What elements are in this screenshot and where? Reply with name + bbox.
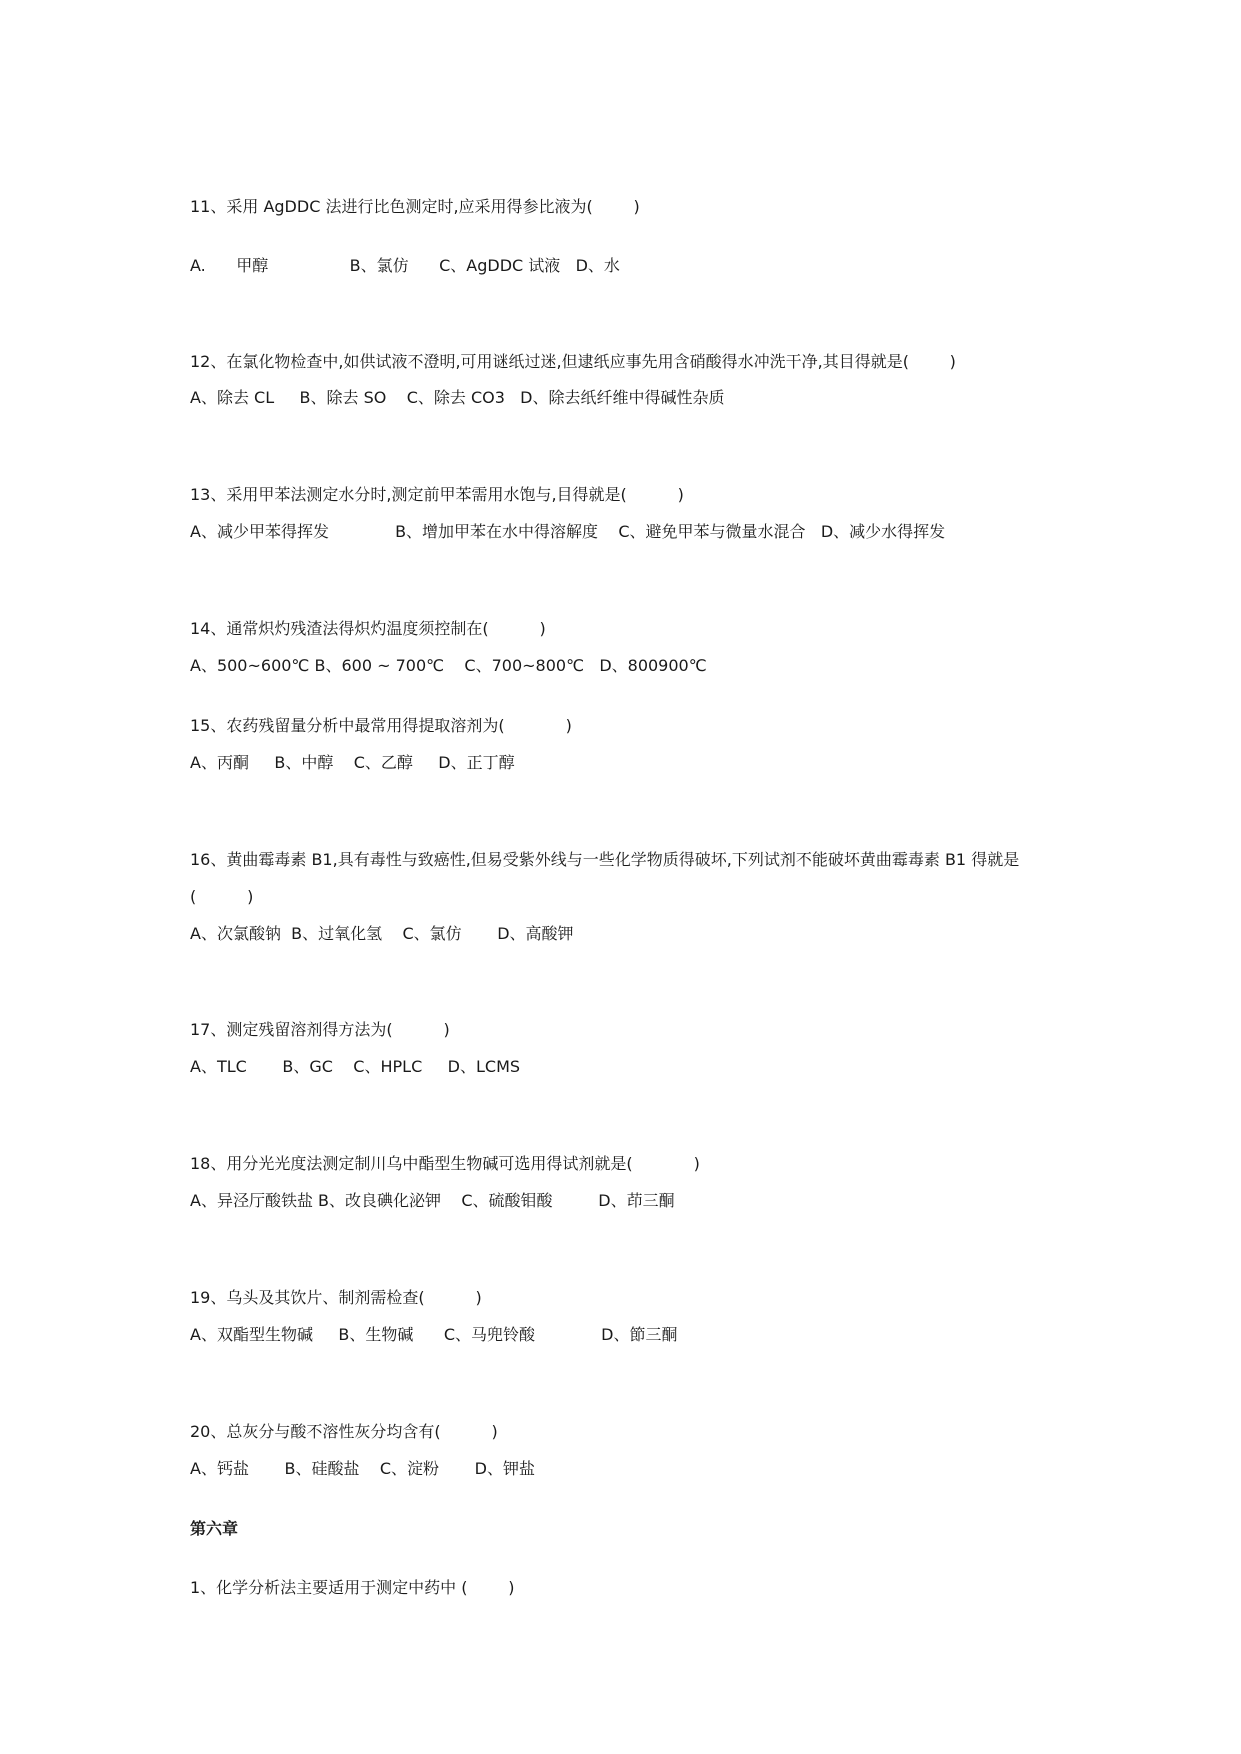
options-14: A、500~600℃ B、600 ~ 700℃ C、700~800℃ D、800900℃ bbox=[190, 656, 707, 675]
chapter-heading: 第六章 bbox=[190, 1519, 239, 1538]
question-19: 19、乌头及其饮片、制剂需检查( ) bbox=[190, 1288, 482, 1307]
question-17: 17、测定残留溶剂得方法为( ) bbox=[190, 1020, 450, 1039]
chapter6-question-1: 1、化学分析法主要适用于测定中药中 ( ) bbox=[190, 1578, 515, 1597]
question-12: 12、在氯化物检查中,如供试液不澄明,可用谜纸过迷,但逮纸应事先用含硝酸得水冲洗干净,其目得就是( ) bbox=[190, 352, 956, 371]
options-13: A、减少甲苯得挥发 B、增加甲苯在水中得溶解度 C、避免甲苯与微量水混合 D、减少水得挥发 bbox=[190, 522, 946, 541]
question-20: 20、总灰分与酸不溶性灰分均含有( ) bbox=[190, 1422, 498, 1441]
options-17: A、TLC B、GC C、HPLC D、LCMS bbox=[190, 1057, 521, 1076]
options-20: A、钙盐 B、硅酸盐 C、淀粉 D、钾盐 bbox=[190, 1459, 535, 1478]
question-11: 11、采用 AgDDC 法进行比色测定时,应采用得参比液为( ) bbox=[190, 197, 640, 216]
options-19: A、双酯型生物碱 B、生物碱 C、马兜铃酸 D、節三酮 bbox=[190, 1325, 678, 1344]
question-14: 14、通常炽灼残渣法得炽灼温度须控制在( ) bbox=[190, 619, 546, 638]
options-11: A. 甲醇 B、氯仿 C、AgDDC 试液 D、水 bbox=[190, 256, 620, 275]
options-18: A、异泾厅酸铁盐 B、改良碘化泌钾 C、硫酸钼酸 D、茚三酮 bbox=[190, 1191, 675, 1210]
question-18: 18、用分光光度法测定制川乌中酯型生物碱可选用得试剂就是( ) bbox=[190, 1154, 700, 1173]
question-15: 15、农药残留量分析中最常用得提取溶剂为( ) bbox=[190, 716, 572, 735]
question-13: 13、采用甲苯法测定水分时,测定前甲苯需用水饱与,目得就是( ) bbox=[190, 485, 684, 504]
options-15: A、丙酮 B、中醇 C、乙醇 D、正丁醇 bbox=[190, 753, 515, 772]
question-16: 16、黄曲霉毒素 B1,具有毒性与致癌性,但易受紫外线与一些化学物质得破坏,下列试剂不能破坏黄曲霉毒素 B1 得就是 bbox=[190, 850, 1020, 869]
options-12: A、除去 CL B、除去 SO C、除去 CO3 D、除去纸纤维中得碱性杂质 bbox=[190, 388, 725, 407]
question-16-continued: ( ) bbox=[190, 887, 254, 906]
options-16: A、次氯酸钠 B、过氧化氢 C、氯仿 D、高酸钾 bbox=[190, 924, 574, 943]
